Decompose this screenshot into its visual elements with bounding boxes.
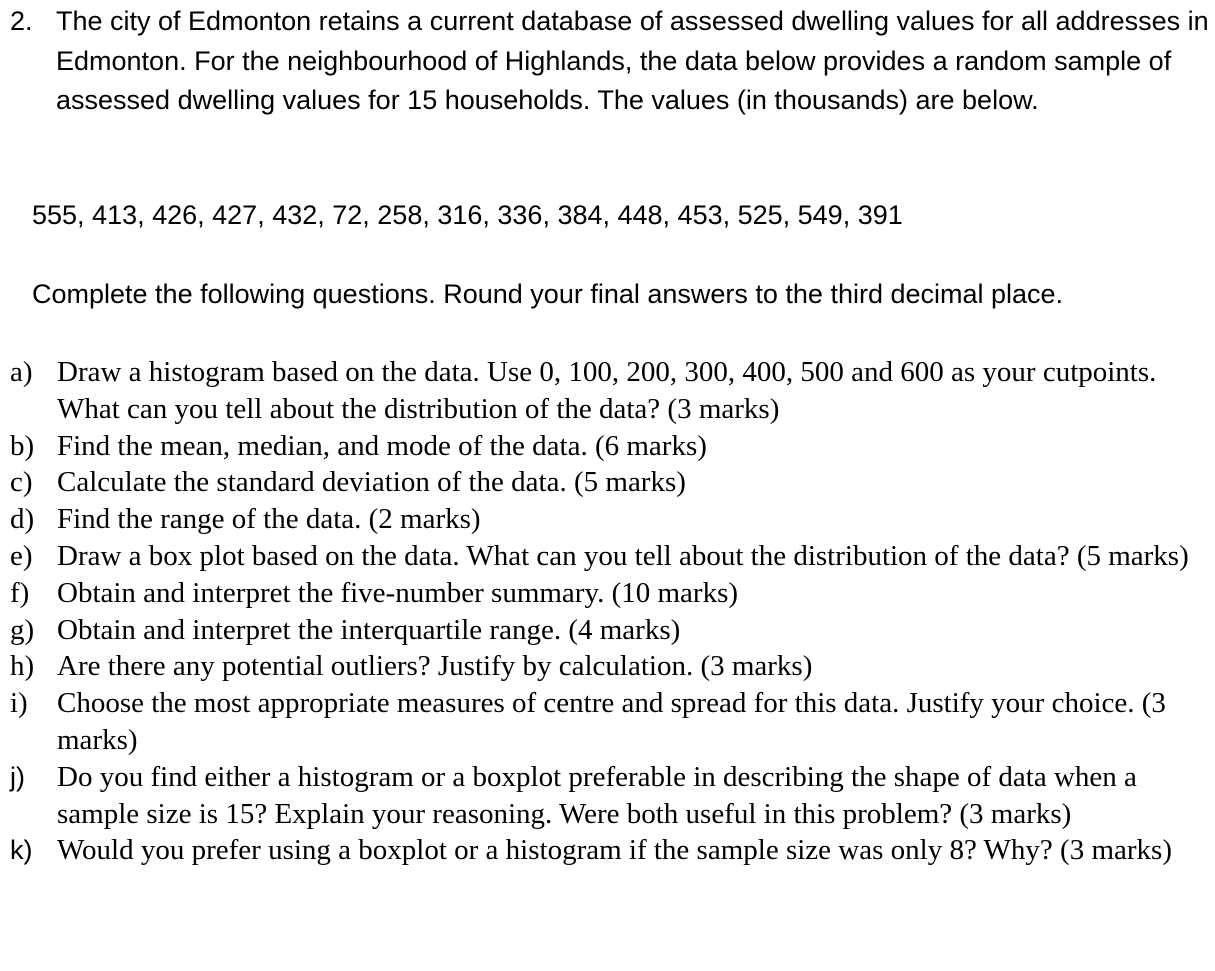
part-label: g) bbox=[10, 613, 35, 646]
part-k bbox=[0, 832, 1212, 869]
part-a bbox=[0, 354, 1212, 428]
part-j bbox=[0, 759, 1212, 833]
part-label: d) bbox=[10, 503, 35, 536]
part-d bbox=[0, 501, 1212, 538]
question-number: 2. bbox=[10, 6, 33, 36]
instructions: Complete the following questions. Round your final answers to the third decimal place. bbox=[32, 279, 1064, 309]
part-h bbox=[0, 648, 1212, 685]
question-block bbox=[10, 2, 1210, 121]
part-label: k) bbox=[10, 835, 33, 866]
part-label: j) bbox=[10, 761, 25, 792]
part-label: h) bbox=[10, 650, 35, 683]
part-b bbox=[0, 428, 1212, 465]
part-text: Draw a box plot based on the data. What can you tell about the distribution of the data? (5 marks) bbox=[57, 539, 1189, 572]
data-values: 555, 413, 426, 427, 432, 72, 258, 316, 336, 384, 448, 453, 525, 549, 391 bbox=[32, 200, 903, 230]
part-label: c) bbox=[10, 466, 33, 499]
part-text: Find the range of the data. (2 marks) bbox=[57, 503, 481, 536]
part-e bbox=[0, 538, 1212, 575]
part-g bbox=[0, 612, 1212, 649]
part-text: Draw a histogram based on the data. Use 0, 100, 200, 300, 400, 500 and 600 as your cutpoints. What can you tell about the distribution of the data? (3 marks) bbox=[57, 356, 1157, 425]
part-c bbox=[0, 464, 1212, 501]
part-label: b) bbox=[10, 429, 35, 462]
part-label: f) bbox=[10, 576, 30, 609]
part-text: Would you prefer using a boxplot or a histogram if the sample size was only 8? Why? (3 marks) bbox=[57, 834, 1172, 867]
part-text: Find the mean, median, and mode of the data. (6 marks) bbox=[57, 429, 707, 462]
part-label: i) bbox=[10, 687, 28, 720]
part-text: Calculate the standard deviation of the data. (5 marks) bbox=[57, 466, 686, 499]
part-f bbox=[0, 575, 1212, 612]
part-text: Obtain and interpret the five-number summary. (10 marks) bbox=[57, 576, 739, 609]
part-text: Are there any potential outliers? Justify by calculation. (3 marks) bbox=[57, 650, 813, 683]
part-i bbox=[0, 685, 1212, 759]
part-text: Obtain and interpret the interquartile range. (4 marks) bbox=[57, 613, 681, 646]
question-parts-list bbox=[0, 354, 1212, 869]
part-label: a) bbox=[10, 356, 33, 388]
part-text: Choose the most appropriate measures of centre and spread for this data. Justify your choice. (3 marks) bbox=[57, 687, 1166, 756]
part-text: Do you find either a histogram or a boxplot preferable in describing the shape of data when a sample size is 15? Explain your reasoning. Were both useful in this problem? (3 marks) bbox=[57, 760, 1137, 830]
part-label: e) bbox=[10, 539, 33, 572]
question-text: The city of Edmonton retains a current database of assessed dwelling values for all addresses in Edmonton. For the neighbourhood of Highlands, the data below provides a random sample of assessed dwelling values for 15 households. The values (in thousands) are below. bbox=[56, 6, 1209, 115]
